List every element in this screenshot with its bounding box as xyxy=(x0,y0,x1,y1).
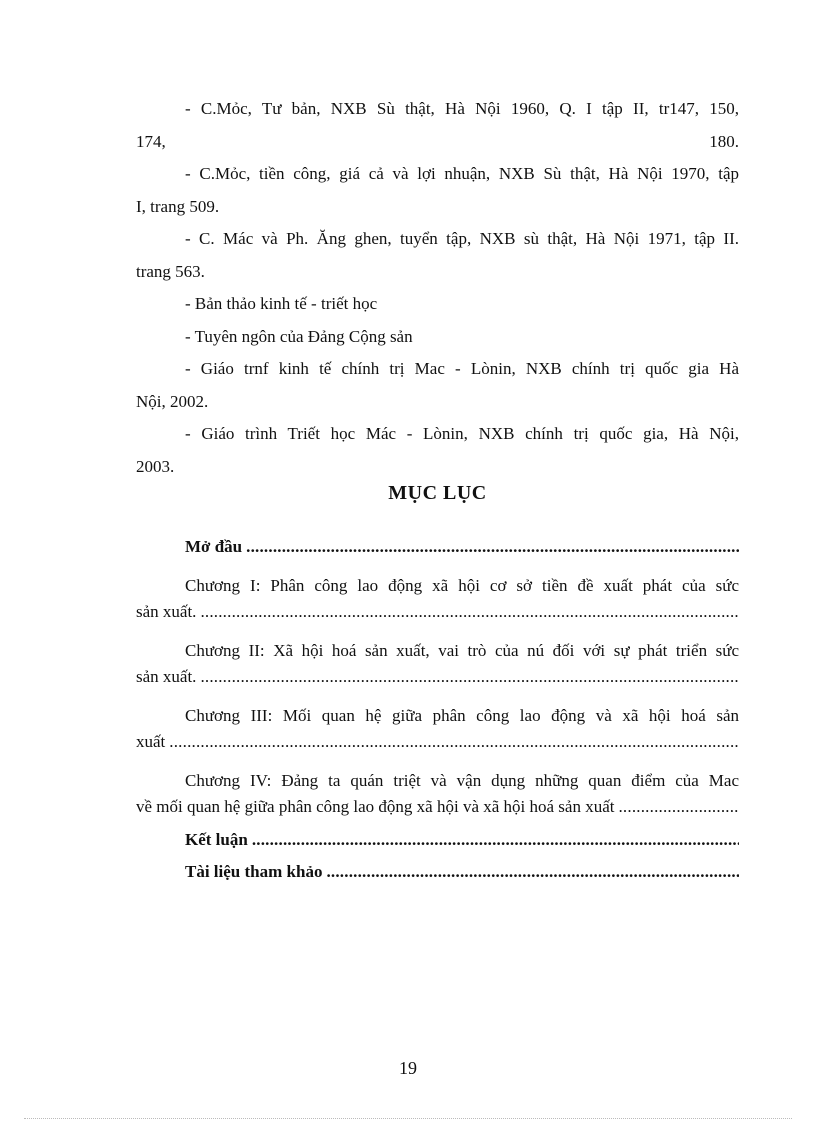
reference-text: trang 563. xyxy=(136,261,205,281)
reference-text: - Giáo trình Triết học Mác - Lònin, NXB chính trị quốc gia, Hà Nội, xyxy=(185,424,739,443)
toc-title: MỤC LỤC xyxy=(388,482,487,504)
reference-text: - C. Mác và Ph. Ăng ghen, tuyển tập, NXB sù thật, Hà Nội 1971, tập II. xyxy=(185,229,739,248)
toc-entry-chapter-1-cont[interactable] xyxy=(136,602,739,635)
toc-entry-conclusion[interactable] xyxy=(136,830,739,863)
reference-text: 174, xyxy=(136,131,166,151)
toc-entry-chapter-2-cont[interactable] xyxy=(136,667,739,700)
toc-entry-label: Tài liệu tham khảo xyxy=(185,862,323,881)
toc-entry-label: Chương III: Mối quan hệ giữa phân công lao động và xã hội hoá sản xyxy=(185,705,739,725)
toc-leader-dots xyxy=(200,602,739,622)
reference-item xyxy=(136,158,739,191)
toc-entry-label: Chương IV: Đảng ta quán triệt và vận dụng những quan điểm của Mac xyxy=(185,770,739,790)
toc-entry-label: Chương II: Xã hội hoá sản xuất, vai trò của nú đối với sự phát triển sức xyxy=(185,640,739,660)
reference-item xyxy=(136,353,739,386)
reference-text: - Tuyên ngôn của Đảng Cộng sản xyxy=(185,326,413,346)
toc-leader-dots xyxy=(200,667,739,687)
reference-item-continuation xyxy=(136,191,739,224)
reference-item xyxy=(136,321,739,354)
toc-leader-dots xyxy=(618,797,739,817)
toc-entry-intro[interactable] xyxy=(136,537,739,570)
toc-entry-chapter-4-cont[interactable] xyxy=(136,797,739,830)
reference-text: I, trang 509. xyxy=(136,196,220,216)
toc-entry-label: sản xuất. xyxy=(136,602,197,621)
toc-leader-dots xyxy=(169,732,739,752)
toc-entry-label: về mối quan hệ giữa phân công lao động xã hội và xã hội hoá sản xuất xyxy=(136,797,615,816)
reference-text: - Giáo trnf kinh tế chính trị Mac - Lònin, NXB chính trị quốc gia Hà xyxy=(185,359,739,378)
toc-entry-chapter-2[interactable] xyxy=(136,635,739,668)
reference-item xyxy=(136,93,739,126)
table-of-contents xyxy=(136,537,739,895)
reference-item-continuation xyxy=(136,126,739,159)
toc-entry-label: Chương I: Phân công lao động xã hội cơ sở tiền đề xuất phát của sức xyxy=(185,575,739,595)
reference-item-continuation xyxy=(136,256,739,289)
reference-text: Nội, 2002. xyxy=(136,391,209,411)
toc-entry-chapter-1[interactable] xyxy=(136,570,739,603)
toc-leader-dots xyxy=(246,537,739,557)
reference-text: - C.Mỏc, Tư bản, NXB Sù thật, Hà Nội 1960, Q. I tập II, tr147, 150, xyxy=(185,99,739,118)
toc-leader-dots xyxy=(252,830,739,850)
reference-item xyxy=(136,418,739,451)
reference-item xyxy=(136,223,739,256)
page-bottom-divider xyxy=(24,1118,792,1119)
toc-entry-references[interactable] xyxy=(136,862,739,895)
toc-entry-chapter-4[interactable] xyxy=(136,765,739,798)
page-number: 19 xyxy=(399,1058,417,1078)
toc-entry-chapter-3-cont[interactable] xyxy=(136,732,739,765)
reference-item-continuation xyxy=(136,386,739,419)
reference-text: 180. xyxy=(709,131,739,151)
toc-leader-dots xyxy=(326,862,739,882)
toc-entry-chapter-3[interactable] xyxy=(136,700,739,733)
reference-list xyxy=(136,93,739,483)
reference-text: - Bản thảo kinh tế - triết học xyxy=(185,294,378,313)
toc-entry-label: xuất xyxy=(136,732,166,751)
toc-entry-label: Mở đầu xyxy=(185,537,243,556)
toc-entry-label: sản xuất. xyxy=(136,667,197,686)
reference-item-continuation xyxy=(136,451,739,484)
reference-item xyxy=(136,288,739,321)
reference-text: 2003. xyxy=(136,456,175,476)
reference-text: - C.Mỏc, tiền công, giá cả và lợi nhuận, NXB Sù thật, Hà Nội 1970, tập xyxy=(185,164,739,183)
toc-entry-label: Kết luận xyxy=(185,829,248,849)
